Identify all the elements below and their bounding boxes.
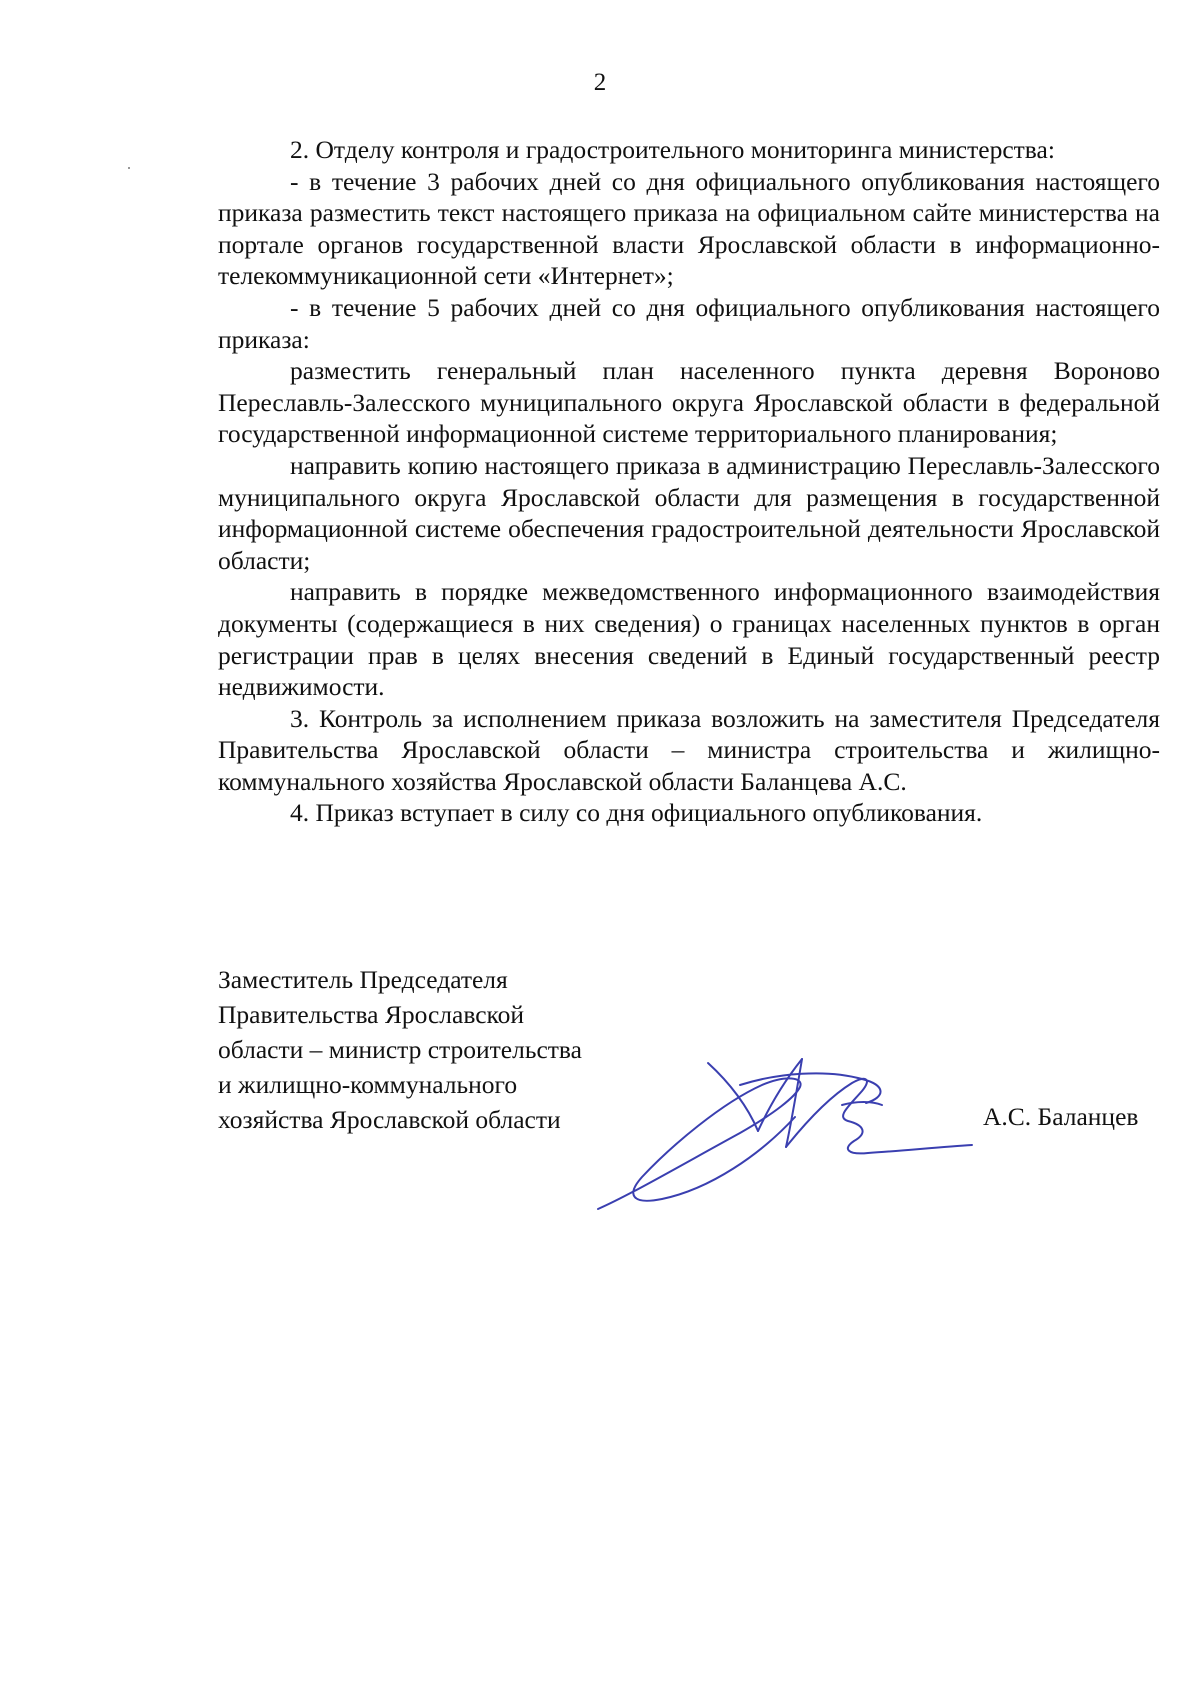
page-number: 2 xyxy=(593,69,607,96)
signatory-title-line: хозяйства Ярославской области xyxy=(218,1105,561,1134)
signatory-title-line: Правительства Ярославской xyxy=(218,1000,525,1029)
signer-name: А.С. Баланцев xyxy=(983,1102,1139,1131)
document-body xyxy=(218,134,1160,829)
signatory-title xyxy=(218,962,582,1137)
signatory-title-line: области – министр строительства xyxy=(218,1035,582,1064)
scan-speck xyxy=(128,167,130,169)
paragraph-item-3: 3. Контроль за исполнением приказа возложить на заместителя Председателя Правительства Ярославской области – министра строительства и жилищно-коммунального хозяйства Ярославской области Баланцева А.С. xyxy=(218,703,1160,796)
paragraph-item-4: 4. Приказ вступает в силу со дня официального опубликования. xyxy=(290,798,983,828)
signatory-title-line: и жилищно-коммунального xyxy=(218,1070,518,1099)
paragraph-5-days: - в течение 5 рабочих дней со дня официального опубликования настоящего приказа: xyxy=(218,292,1160,354)
paragraph-fgis: разместить генеральный план населенного пункта деревня Вороново Переславль-Залесского муниципального округа Ярославской области в федеральной государственной информационной системе территориального планирования; xyxy=(218,356,1160,449)
paragraph-item-2: 2. Отделу контроля и градостроительного мониторинга министерства: xyxy=(290,135,1055,164)
handwritten-signature xyxy=(590,1045,1040,1245)
paragraph-publish-site: - в течение 3 рабочих дней со дня официального опубликования настоящего приказа разместить текст настоящего приказа на официальном сайте министерства на портале органов государственной власти Ярославской области в информационно-телекоммуникационной сети «Интернет»; xyxy=(218,166,1160,291)
paragraph-send-copy: направить копию настоящего приказа в администрацию Переславль-Залесского муниципального округа Ярославской области для размещения в государственной информационной системе обеспечения градостроительной деятельности Ярославской области; xyxy=(218,450,1160,575)
signatory-title-line: Заместитель Председателя xyxy=(218,965,508,994)
paragraph-interagency: направить в порядке межведомственного информационного взаимодействия документы (содержащиеся в них сведения) о границах населенных пунктов в орган регистрации прав в целях внесения сведений в Единый государственный реестр недвижимости. xyxy=(218,577,1160,702)
